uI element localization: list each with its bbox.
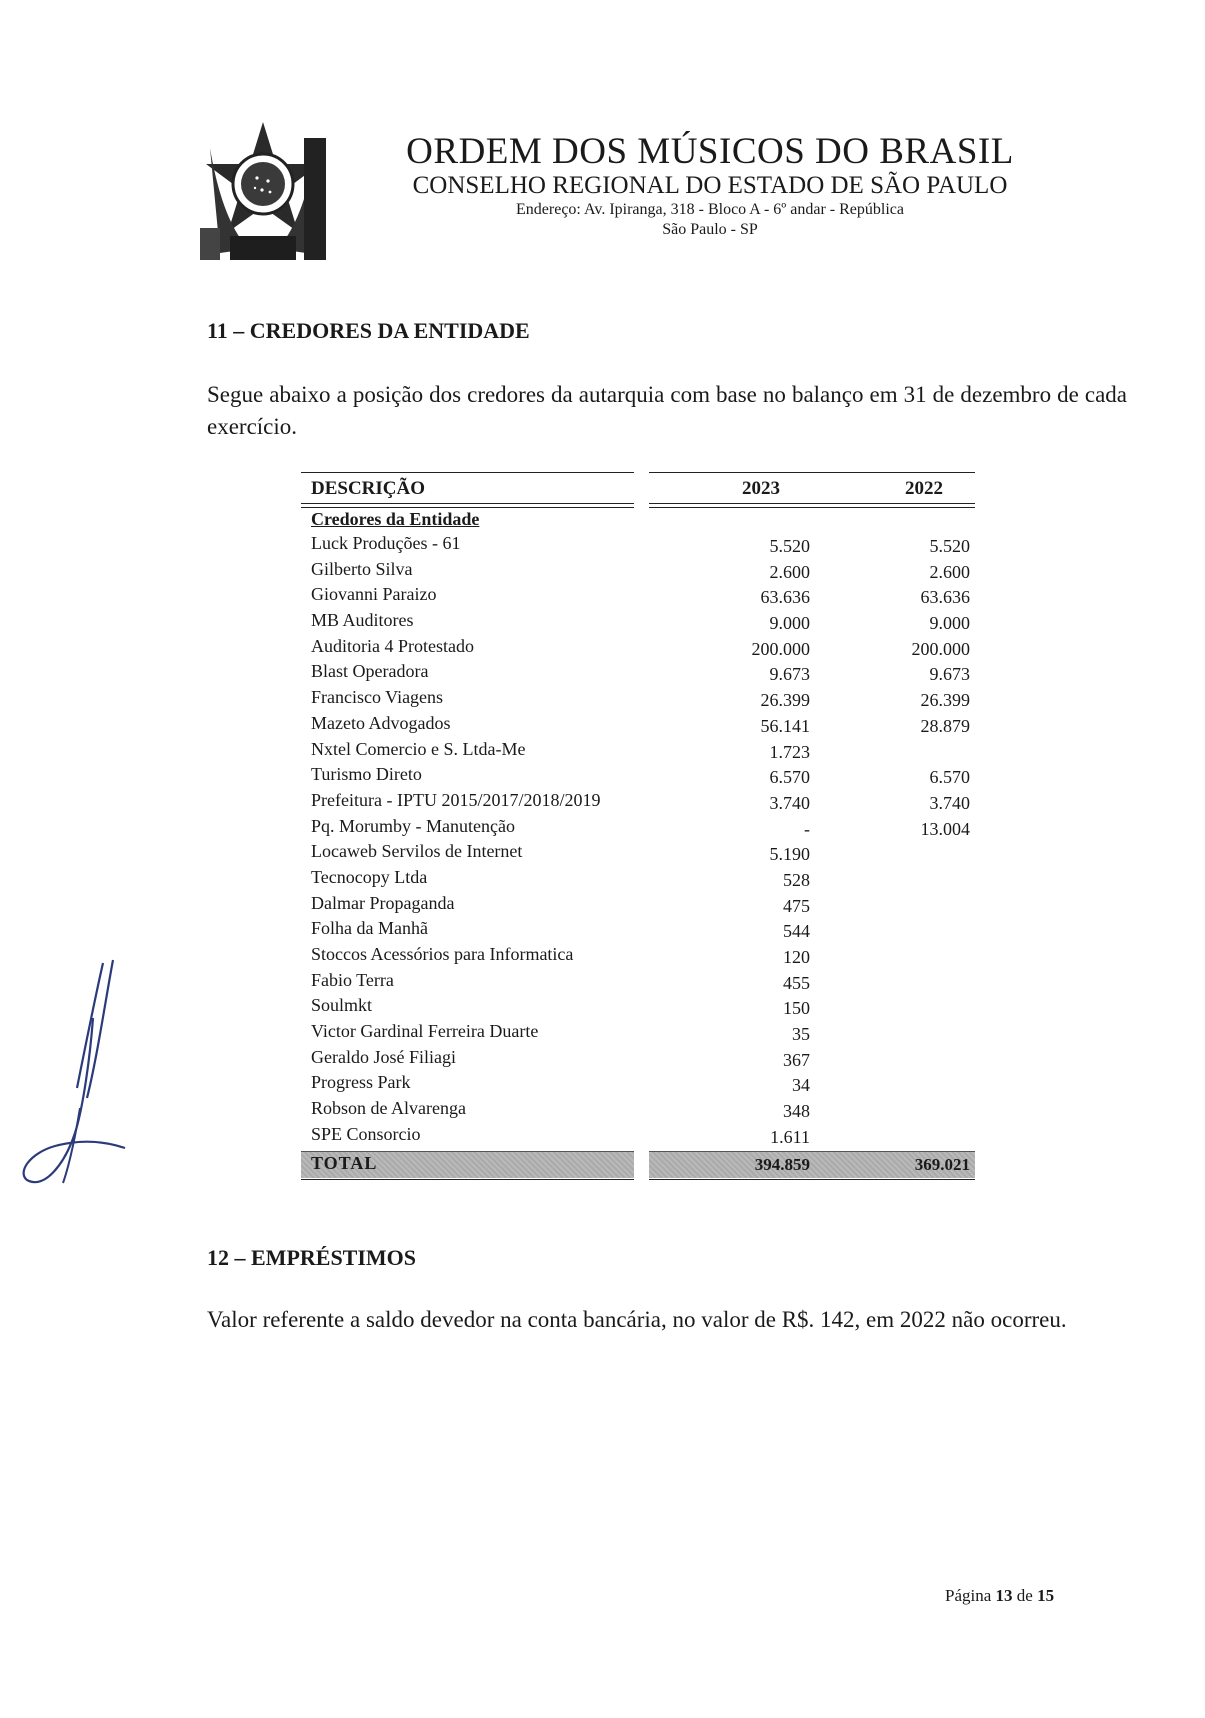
table-row [301,789,975,815]
value-2022: 6.570 [929,767,970,788]
total-2023: 394.859 [754,1154,810,1174]
value-2023: 348 [783,1101,810,1122]
value-2022: 26.399 [920,690,970,711]
page-total: 15 [1037,1586,1055,1605]
creditor-name: Blast Operadora [311,661,429,682]
value-2022: 2.600 [929,561,970,582]
creditor-name: Giovanni Paraizo [311,584,437,605]
letterhead [200,118,1100,268]
table-row [301,1046,975,1072]
creditor-name: SPE Consorcio [311,1123,421,1144]
creditor-name: Locaweb Servilos de Internet [311,841,523,862]
value-2022: 5.520 [929,536,970,556]
table-row [301,583,975,609]
organization-block [330,132,1090,240]
table-row [301,660,975,686]
value-2023: 367 [783,1049,810,1070]
page-word: Página [945,1586,992,1605]
creditor-name: Luck Produções - 61 [311,533,461,553]
value-2023: 26.399 [760,690,810,711]
page-current: 13 [995,1586,1013,1605]
table-row [301,840,975,866]
coat-of-arms-emblem [200,118,326,260]
value-2023: 1.611 [770,1126,810,1147]
section-12-title: 12 – EMPRÉSTIMOS [207,1245,417,1270]
section-12-text: Valor referente a saldo devedor na conta bancária, no valor de R$. 142, em 2022 não ocorreu. [207,1307,1067,1332]
total-2022: 369.021 [914,1154,970,1174]
value-2022: 63.636 [920,587,970,608]
value-2023: 9.673 [769,664,810,685]
value-2023: 34 [792,1075,810,1096]
creditor-name: Soulmkt [311,995,373,1016]
value-2023: 200.000 [751,638,810,659]
creditor-name: Pq. Morumby - Manutenção [311,815,515,836]
table-row [301,686,975,712]
value-2022: 28.879 [920,715,970,736]
column-header-description: DESCRIÇÃO [311,478,426,499]
council-name: CONSELHO REGIONAL DO ESTADO DE SÃO PAULO [412,172,1008,199]
handwritten-signature [15,958,130,1193]
creditor-name: Folha da Manhã [311,918,428,939]
value-2023: 5.520 [769,536,810,556]
page-of: de [1016,1586,1033,1605]
value-2023: 3.740 [769,792,810,813]
table-header [301,472,975,506]
value-2023: 455 [783,972,810,993]
page-number [945,1586,1054,1606]
value-2023: 35 [792,1024,810,1045]
creditor-name: Mazeto Advogados [311,712,451,733]
value-2023: 56.141 [760,715,810,736]
creditor-name: Robson de Alvarenga [311,1098,466,1119]
value-2023: 120 [783,947,810,967]
group-title: Credores da Entidade [311,509,480,529]
table-row [301,1097,975,1123]
value-2023: 544 [783,921,810,942]
value-2022: 200.000 [911,638,970,659]
table-row [301,1020,975,1046]
value-2023: 1.723 [769,741,810,762]
creditor-name: Nxtel Comercio e S. Ltda-Me [311,738,526,759]
table-row [301,1071,975,1097]
value-2023: 528 [783,869,810,890]
creditor-name: Dalmar Propaganda [311,892,455,913]
value-2023: 5.190 [769,844,810,865]
value-2022: 13.004 [920,818,970,839]
table-row [301,763,975,789]
table-row [301,917,975,943]
value-2023: 6.570 [769,767,810,788]
table-row [301,892,975,918]
creditors-table [301,472,975,1181]
table-row [301,738,975,764]
table-row [301,866,975,892]
city-line: São Paulo - SP [662,221,758,238]
section-11-intro: Segue abaixo a posição dos credores da autarquia com base no balanço em 31 de dezembro de cada exercício. [207,382,1127,439]
creditor-name: Turismo Direto [311,764,422,785]
value-2022: 9.673 [929,664,970,685]
table-row [301,635,975,661]
value-2023: 475 [783,895,810,916]
total-label: TOTAL [311,1152,378,1173]
table-row [301,532,975,558]
creditor-name: Francisco Viagens [311,687,444,708]
value-2023: 63.636 [760,587,810,608]
creditor-name: Tecnocopy Ltda [311,866,428,887]
creditor-name: Auditoria 4 Protestado [311,635,474,656]
table-row [301,558,975,584]
section-11-title: 11 – CREDORES DA ENTIDADE [207,318,530,343]
table-row [301,712,975,738]
creditor-name: Victor Gardinal Ferreira Duarte [311,1021,539,1042]
table-row [301,969,975,995]
table-row [301,943,975,969]
organization-name: ORDEM DOS MÚSICOS DO BRASIL [406,131,1014,172]
table-row [301,609,975,635]
table-body [301,532,975,1149]
table-row [301,1123,975,1149]
creditor-name: Prefeitura - IPTU 2015/2017/2018/2019 [311,789,601,810]
creditor-name: Progress Park [311,1072,411,1093]
table-row [301,815,975,841]
creditor-name: Stoccos Acessórios para Informatica [311,944,574,964]
value-2022: 3.740 [929,792,970,813]
creditor-name: Geraldo José Filiagi [311,1046,456,1067]
value-2023: 2.600 [769,561,810,582]
table-row [301,994,975,1020]
address-line: Endereço: Av. Ipiranga, 318 - Bloco A - 6º andar - República [516,201,904,218]
value-2023: 150 [783,998,810,1019]
total-row [301,1151,975,1181]
creditor-name: Gilberto Silva [311,558,413,579]
column-header-2022: 2022 [905,478,943,499]
column-header-2023: 2023 [742,478,780,499]
value-2023: 9.000 [769,613,810,634]
creditor-name: Fabio Terra [311,969,394,990]
value-2023: - [804,818,810,839]
value-2022: 9.000 [929,613,970,634]
creditor-name: MB Auditores [311,610,414,631]
